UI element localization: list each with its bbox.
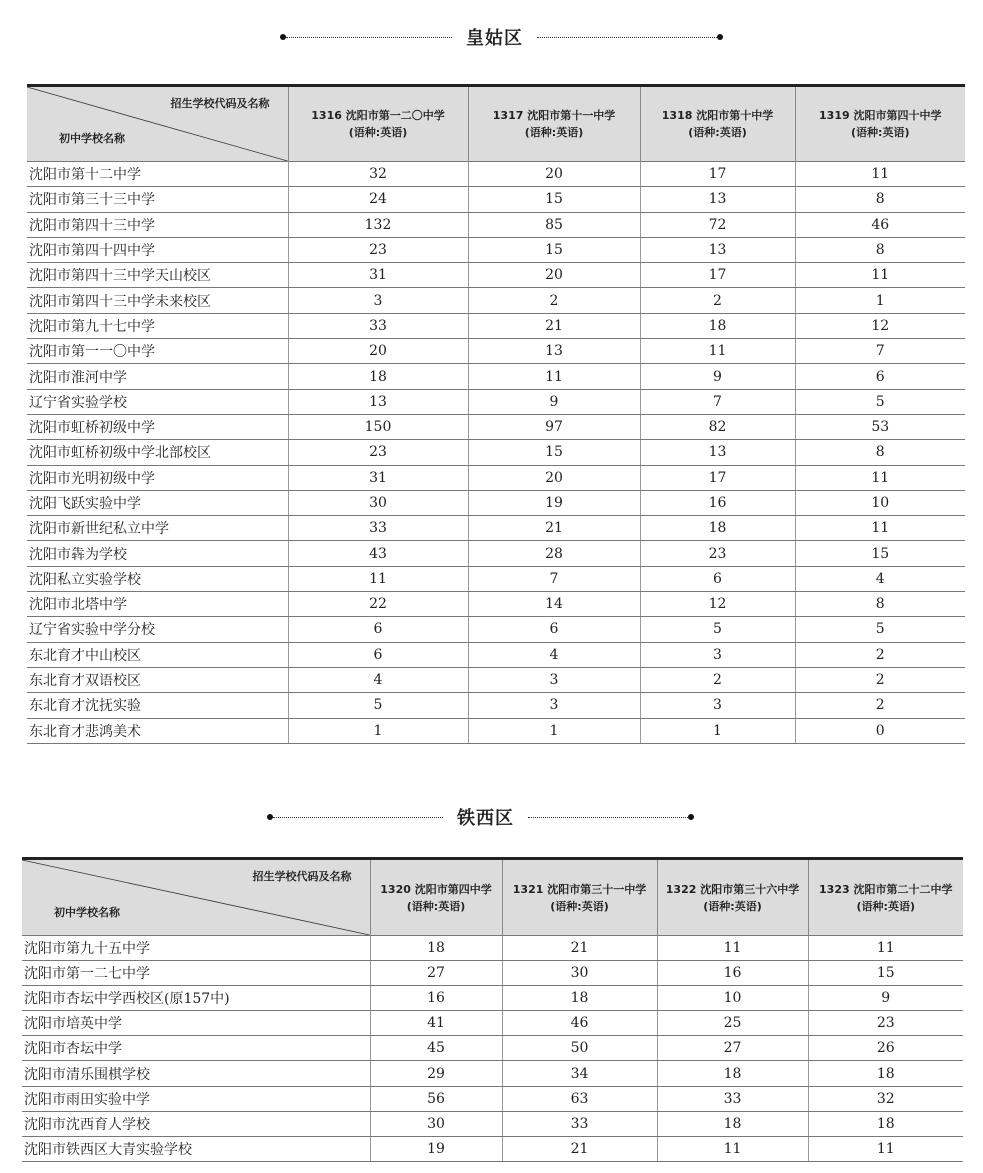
quota-cell: 21 — [502, 936, 657, 961]
table-row — [27, 364, 965, 389]
header-admitting-school: 招生学校代码及名称 — [252, 870, 352, 883]
school-name-cell: 沈阳市犇为学校 — [27, 541, 288, 566]
column-school-name: 1321 沈阳市第三十一中学 — [512, 882, 647, 896]
table-row — [22, 936, 963, 961]
school-name-cell: 辽宁省实验学校 — [27, 389, 288, 414]
quota-cell: 6 — [468, 617, 640, 642]
column-language: (语种:英语) — [851, 126, 910, 139]
quota-cell: 17 — [640, 263, 795, 288]
quota-cell: 16 — [657, 961, 808, 986]
school-name-cell: 沈阳飞跃实验中学 — [27, 490, 288, 515]
quota-cell: 27 — [657, 1036, 808, 1061]
quota-cell: 18 — [640, 516, 795, 541]
column-school-name: 1316 沈阳市第一二〇中学 — [311, 109, 445, 122]
table-row — [22, 1111, 963, 1136]
quota-cell: 46 — [795, 212, 965, 237]
table-row — [27, 389, 965, 414]
quota-cell: 21 — [502, 1136, 657, 1161]
diagonal-header-cell — [22, 859, 370, 936]
column-school-name: 1320 沈阳市第四中学 — [380, 882, 492, 896]
table-row — [27, 263, 965, 288]
quota-cell: 9 — [468, 389, 640, 414]
quota-cell: 4 — [795, 566, 965, 591]
quota-cell: 20 — [468, 162, 640, 187]
quota-cell: 18 — [657, 1111, 808, 1136]
quota-cell: 32 — [288, 162, 468, 187]
quota-cell: 15 — [468, 237, 640, 262]
quota-cell: 10 — [657, 986, 808, 1011]
table-row — [27, 693, 965, 718]
quota-cell: 33 — [288, 516, 468, 541]
dotted-rule — [286, 37, 452, 38]
quota-cell: 5 — [288, 693, 468, 718]
table-row — [27, 465, 965, 490]
column-language: (语种:英语) — [856, 899, 915, 913]
quota-cell: 8 — [795, 187, 965, 212]
header-middle-school: 初中学校名称 — [59, 132, 125, 145]
quota-cell: 2 — [795, 642, 965, 667]
dotted-rule — [273, 817, 443, 818]
school-name-cell: 沈阳市沈西育人学校 — [22, 1111, 370, 1136]
quota-cell: 13 — [468, 339, 640, 364]
quota-cell: 8 — [795, 592, 965, 617]
quota-cell: 31 — [288, 263, 468, 288]
table-row — [27, 718, 965, 743]
table-row — [22, 1011, 963, 1036]
table-row — [22, 986, 963, 1011]
quota-cell: 3 — [640, 642, 795, 667]
school-name-cell: 沈阳市第一一〇中学 — [27, 339, 288, 364]
quota-table-huanggu — [27, 84, 965, 744]
quota-cell: 1 — [640, 718, 795, 743]
column-school-name: 1317 沈阳市第十一中学 — [492, 109, 616, 122]
quota-cell: 43 — [288, 541, 468, 566]
table-row — [27, 187, 965, 212]
quota-cell: 85 — [468, 212, 640, 237]
quota-cell: 3 — [288, 288, 468, 313]
column-school-name: 1323 沈阳市第二十二中学 — [819, 882, 953, 896]
school-name-cell: 沈阳市铁西区大青实验学校 — [22, 1136, 370, 1161]
school-name-cell: 沈阳市虹桥初级中学 — [27, 414, 288, 439]
quota-cell: 25 — [657, 1011, 808, 1036]
diagonal-header-cell — [27, 86, 288, 162]
quota-cell: 1 — [795, 288, 965, 313]
quota-cell: 30 — [288, 490, 468, 515]
school-name-cell: 沈阳市北塔中学 — [27, 592, 288, 617]
table-row — [27, 617, 965, 642]
quota-cell: 3 — [468, 693, 640, 718]
header-admitting-school: 招生学校代码及名称 — [170, 97, 270, 110]
quota-cell: 5 — [795, 389, 965, 414]
table-row — [27, 592, 965, 617]
quota-cell: 11 — [640, 339, 795, 364]
table-row — [27, 237, 965, 262]
quota-cell: 0 — [795, 718, 965, 743]
quota-cell: 13 — [288, 389, 468, 414]
table-row — [27, 566, 965, 591]
table-row — [27, 667, 965, 692]
quota-cell: 11 — [468, 364, 640, 389]
quota-cell: 5 — [640, 617, 795, 642]
quota-cell: 29 — [370, 1061, 502, 1086]
quota-cell: 17 — [640, 465, 795, 490]
school-name-cell: 沈阳市第九十七中学 — [27, 313, 288, 338]
quota-cell: 63 — [502, 1086, 657, 1111]
school-name-cell: 沈阳市第一二七中学 — [22, 961, 370, 986]
quota-cell: 18 — [640, 313, 795, 338]
quota-cell: 21 — [468, 313, 640, 338]
column-header — [288, 86, 468, 162]
column-language: (语种:英语) — [703, 899, 762, 913]
school-name-cell: 沈阳市第四十四中学 — [27, 237, 288, 262]
school-name-cell: 沈阳市新世纪私立中学 — [27, 516, 288, 541]
quota-cell: 8 — [795, 440, 965, 465]
quota-cell: 3 — [640, 693, 795, 718]
school-name-cell: 沈阳私立实验学校 — [27, 566, 288, 591]
quota-cell: 11 — [808, 936, 963, 961]
quota-cell: 7 — [640, 389, 795, 414]
school-name-cell: 沈阳市杏坛中学西校区(原157中) — [22, 986, 370, 1011]
quota-cell: 2 — [795, 667, 965, 692]
quota-cell: 15 — [468, 440, 640, 465]
quota-cell: 20 — [468, 465, 640, 490]
quota-cell: 18 — [370, 936, 502, 961]
quota-cell: 11 — [795, 162, 965, 187]
quota-cell: 41 — [370, 1011, 502, 1036]
quota-cell: 15 — [468, 187, 640, 212]
quota-cell: 5 — [795, 617, 965, 642]
quota-cell: 4 — [288, 667, 468, 692]
quota-cell: 23 — [288, 237, 468, 262]
school-name-cell: 沈阳市雨田实验中学 — [22, 1086, 370, 1111]
quota-cell: 11 — [808, 1136, 963, 1161]
quota-cell: 7 — [795, 339, 965, 364]
dotted-rule — [537, 37, 717, 38]
bullet-dot — [717, 34, 723, 40]
quota-cell: 72 — [640, 212, 795, 237]
quota-cell: 6 — [795, 364, 965, 389]
quota-cell: 21 — [468, 516, 640, 541]
quota-cell: 4 — [468, 642, 640, 667]
quota-cell: 18 — [288, 364, 468, 389]
quota-cell: 6 — [288, 642, 468, 667]
quota-cell: 34 — [502, 1061, 657, 1086]
quota-cell: 27 — [370, 961, 502, 986]
quota-cell: 13 — [640, 237, 795, 262]
column-header — [808, 859, 963, 936]
column-school-name: 1318 沈阳市第十中学 — [661, 109, 774, 122]
quota-cell: 50 — [502, 1036, 657, 1061]
quota-cell: 3 — [468, 667, 640, 692]
table-row — [27, 288, 965, 313]
quota-cell: 12 — [795, 313, 965, 338]
quota-cell: 18 — [808, 1061, 963, 1086]
table-row — [22, 1136, 963, 1161]
column-language: (语种:英语) — [406, 899, 466, 913]
quota-cell: 14 — [468, 592, 640, 617]
quota-cell: 2 — [640, 667, 795, 692]
school-name-cell: 东北育才中山校区 — [27, 642, 288, 667]
school-name-cell: 沈阳市光明初级中学 — [27, 465, 288, 490]
quota-cell: 53 — [795, 414, 965, 439]
quota-cell: 2 — [640, 288, 795, 313]
school-name-cell: 沈阳市虹桥初级中学北部校区 — [27, 440, 288, 465]
school-name-cell: 沈阳市杏坛中学 — [22, 1036, 370, 1061]
quota-cell: 18 — [808, 1111, 963, 1136]
table-row — [22, 961, 963, 986]
column-language: (语种:英语) — [348, 126, 408, 139]
quota-cell: 46 — [502, 1011, 657, 1036]
quota-cell: 16 — [370, 986, 502, 1011]
quota-cell: 6 — [640, 566, 795, 591]
school-name-cell: 沈阳市第三十三中学 — [27, 187, 288, 212]
quota-cell: 19 — [370, 1136, 502, 1161]
quota-cell: 9 — [808, 986, 963, 1011]
school-name-cell: 辽宁省实验中学分校 — [27, 617, 288, 642]
quota-cell: 1 — [468, 718, 640, 743]
header-middle-school: 初中学校名称 — [54, 906, 120, 919]
table-row — [27, 339, 965, 364]
quota-cell: 150 — [288, 414, 468, 439]
quota-cell: 8 — [795, 237, 965, 262]
column-language: (语种:英语) — [688, 126, 747, 139]
district-title: 铁西区 — [457, 808, 514, 829]
quota-cell: 33 — [657, 1086, 808, 1111]
quota-cell: 1 — [288, 718, 468, 743]
quota-cell: 2 — [468, 288, 640, 313]
school-name-cell: 东北育才沈抚实验 — [27, 693, 288, 718]
quota-cell: 11 — [657, 1136, 808, 1161]
quota-cell: 18 — [657, 1061, 808, 1086]
quota-cell: 30 — [502, 961, 657, 986]
column-school-name: 1322 沈阳市第三十六中学 — [665, 882, 800, 896]
school-name-cell: 沈阳市第四十三中学未来校区 — [27, 288, 288, 313]
school-name-cell: 沈阳市培英中学 — [22, 1011, 370, 1036]
quota-cell: 12 — [640, 592, 795, 617]
column-header — [502, 859, 657, 936]
section-title-tiexi — [267, 804, 694, 830]
quota-cell: 11 — [795, 263, 965, 288]
table-row — [27, 212, 965, 237]
quota-cell: 82 — [640, 414, 795, 439]
column-header — [657, 859, 808, 936]
quota-cell: 45 — [370, 1036, 502, 1061]
table-row — [27, 162, 965, 187]
column-header — [640, 86, 795, 162]
quota-cell: 22 — [288, 592, 468, 617]
quota-cell: 18 — [502, 986, 657, 1011]
quota-cell: 11 — [657, 936, 808, 961]
quota-cell: 28 — [468, 541, 640, 566]
quota-cell: 7 — [468, 566, 640, 591]
school-name-cell: 沈阳市清乐围棋学校 — [22, 1061, 370, 1086]
school-name-cell: 沈阳市第十二中学 — [27, 162, 288, 187]
quota-cell: 24 — [288, 187, 468, 212]
section-title-huanggu — [280, 24, 723, 50]
quota-cell: 11 — [288, 566, 468, 591]
quota-cell: 6 — [288, 617, 468, 642]
school-name-cell: 沈阳市第四十三中学 — [27, 212, 288, 237]
quota-table-tiexi — [22, 857, 963, 1162]
quota-cell: 17 — [640, 162, 795, 187]
table-row — [22, 1036, 963, 1061]
table-row — [27, 414, 965, 439]
quota-cell: 32 — [808, 1086, 963, 1111]
column-header — [795, 86, 965, 162]
quota-cell: 11 — [795, 465, 965, 490]
quota-cell: 15 — [808, 961, 963, 986]
school-name-cell: 沈阳市淮河中学 — [27, 364, 288, 389]
district-title: 皇姑区 — [466, 28, 523, 49]
column-school-name: 1319 沈阳市第四十中学 — [819, 109, 942, 122]
school-name-cell: 沈阳市第四十三中学天山校区 — [27, 263, 288, 288]
quota-cell: 31 — [288, 465, 468, 490]
quota-cell: 10 — [795, 490, 965, 515]
quota-cell: 33 — [288, 313, 468, 338]
quota-cell: 19 — [468, 490, 640, 515]
quota-cell: 11 — [795, 516, 965, 541]
quota-cell: 15 — [795, 541, 965, 566]
quota-cell: 9 — [640, 364, 795, 389]
bullet-dot — [688, 814, 694, 820]
quota-cell: 13 — [640, 187, 795, 212]
table-row — [27, 642, 965, 667]
quota-cell: 97 — [468, 414, 640, 439]
table-row — [22, 1086, 963, 1111]
column-language: (语种:英语) — [524, 126, 584, 139]
table-row — [27, 541, 965, 566]
quota-cell: 16 — [640, 490, 795, 515]
school-name-cell: 东北育才悲鸿美术 — [27, 718, 288, 743]
table-row — [27, 313, 965, 338]
column-language: (语种:英语) — [550, 899, 609, 913]
quota-cell: 20 — [468, 263, 640, 288]
quota-cell: 13 — [640, 440, 795, 465]
quota-cell: 23 — [808, 1011, 963, 1036]
school-name-cell: 沈阳市第九十五中学 — [22, 936, 370, 961]
dotted-rule — [528, 817, 688, 818]
quota-cell: 2 — [795, 693, 965, 718]
quota-cell: 23 — [640, 541, 795, 566]
quota-cell: 26 — [808, 1036, 963, 1061]
quota-cell: 33 — [502, 1111, 657, 1136]
quota-cell: 23 — [288, 440, 468, 465]
table-row — [27, 516, 965, 541]
column-header — [370, 859, 502, 936]
quota-cell: 56 — [370, 1086, 502, 1111]
table-row — [27, 440, 965, 465]
quota-cell: 20 — [288, 339, 468, 364]
table-row — [22, 1061, 963, 1086]
quota-cell: 132 — [288, 212, 468, 237]
table-row — [27, 490, 965, 515]
school-name-cell: 东北育才双语校区 — [27, 667, 288, 692]
quota-cell: 30 — [370, 1111, 502, 1136]
column-header — [468, 86, 640, 162]
